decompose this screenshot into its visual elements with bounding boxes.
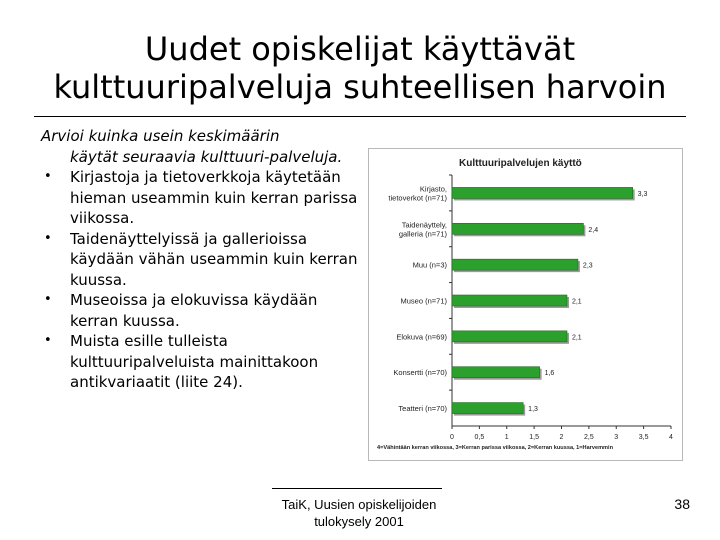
chart-frame <box>368 148 683 461</box>
category-label: Konsertti (n=70) <box>393 368 447 378</box>
intro-rest: käytät seuraavia kulttuuri-palveluja. <box>70 147 343 166</box>
bullet-dot-icon: • <box>44 169 52 184</box>
x-tick-label: 0,5 <box>474 434 485 441</box>
x-tick-label: 1,5 <box>529 434 539 441</box>
x-tick-label: 2 <box>559 434 564 441</box>
data-label: 3,3 <box>637 190 648 198</box>
category-label: Museo (n=71) <box>400 296 447 306</box>
title-line-1: Uudet opiskelijat käyttävät <box>144 30 576 68</box>
data-label: 1,3 <box>528 406 538 414</box>
data-label: 2,1 <box>571 334 582 342</box>
data-label: 2,1 <box>571 298 582 306</box>
intro-first-line: Arvioi kuinka usein keskimäärin <box>41 127 280 145</box>
bullet-dot-icon: • <box>44 292 52 307</box>
chart-title: Kulttuuripalvelujen käyttö <box>459 158 582 169</box>
category-label: Taidenäyttely, <box>401 220 447 230</box>
category-label: Teatteri (n=70) <box>398 404 447 414</box>
intro-text <box>41 126 361 167</box>
x-tick-label: 3,5 <box>638 434 649 441</box>
title-line-2: kulttuuripalveluja suhteellisen harvoin <box>53 68 667 106</box>
page-number: 38 <box>674 496 690 512</box>
data-label: 2,3 <box>582 262 593 270</box>
bar <box>452 259 578 270</box>
category-label: Elokuva (n=69) <box>396 332 447 342</box>
bullet-item: • Taidenäyttelyissä ja gallerioissa käydään vähän useammin kuin kerran kuussa. <box>44 229 358 289</box>
bullet-item: • Museoissa ja elokuvissa käydään kerran kuussa. <box>44 291 318 330</box>
bar <box>452 187 633 198</box>
category-label: tietoverkot (n=71) <box>388 193 447 203</box>
category-label: galleria (n=71) <box>398 229 447 239</box>
category-label: Kirjasto, <box>419 184 447 194</box>
source-footnote: TaiK, Uusien opiskelijoiden tulokysely 2001 <box>281 497 437 529</box>
x-tick-label: 1 <box>504 434 509 441</box>
chart-note: 4=Vähintään kerran viikossa, 3=Kerran parissa viikossa, 2=Kerran kuussa, 1=Harvemmin <box>377 445 614 451</box>
footnote-divider <box>272 488 442 489</box>
bullet-item: • Muista esille tulleista kulttuuripalveluista mainittakoon antikvariaatit (liite 24). <box>44 332 319 391</box>
slide-title <box>0 30 720 106</box>
slide-body <box>41 126 361 393</box>
x-tick-label: 4 <box>669 434 673 441</box>
bar <box>452 295 567 306</box>
bullet-list <box>41 167 361 393</box>
bar <box>452 403 523 414</box>
bar <box>452 331 567 342</box>
category-label: Muu (n=3) <box>412 260 447 270</box>
bullet-dot-icon: • <box>44 333 52 348</box>
title-divider <box>34 116 686 117</box>
bullet-item: • Kirjastoja ja tietoverkkoja käytetään hieman useammin kuin kerran parissa viikossa. <box>44 168 358 227</box>
data-label: 2,4 <box>588 226 599 234</box>
bullet-dot-icon: • <box>44 230 52 246</box>
x-tick-label: 2,5 <box>584 434 594 441</box>
data-label: 1,6 <box>544 370 555 378</box>
bar-chart <box>369 149 682 460</box>
bar <box>452 223 583 234</box>
x-tick-label: 0 <box>450 434 454 441</box>
x-tick-label: 3 <box>614 434 619 441</box>
bar <box>452 367 540 378</box>
